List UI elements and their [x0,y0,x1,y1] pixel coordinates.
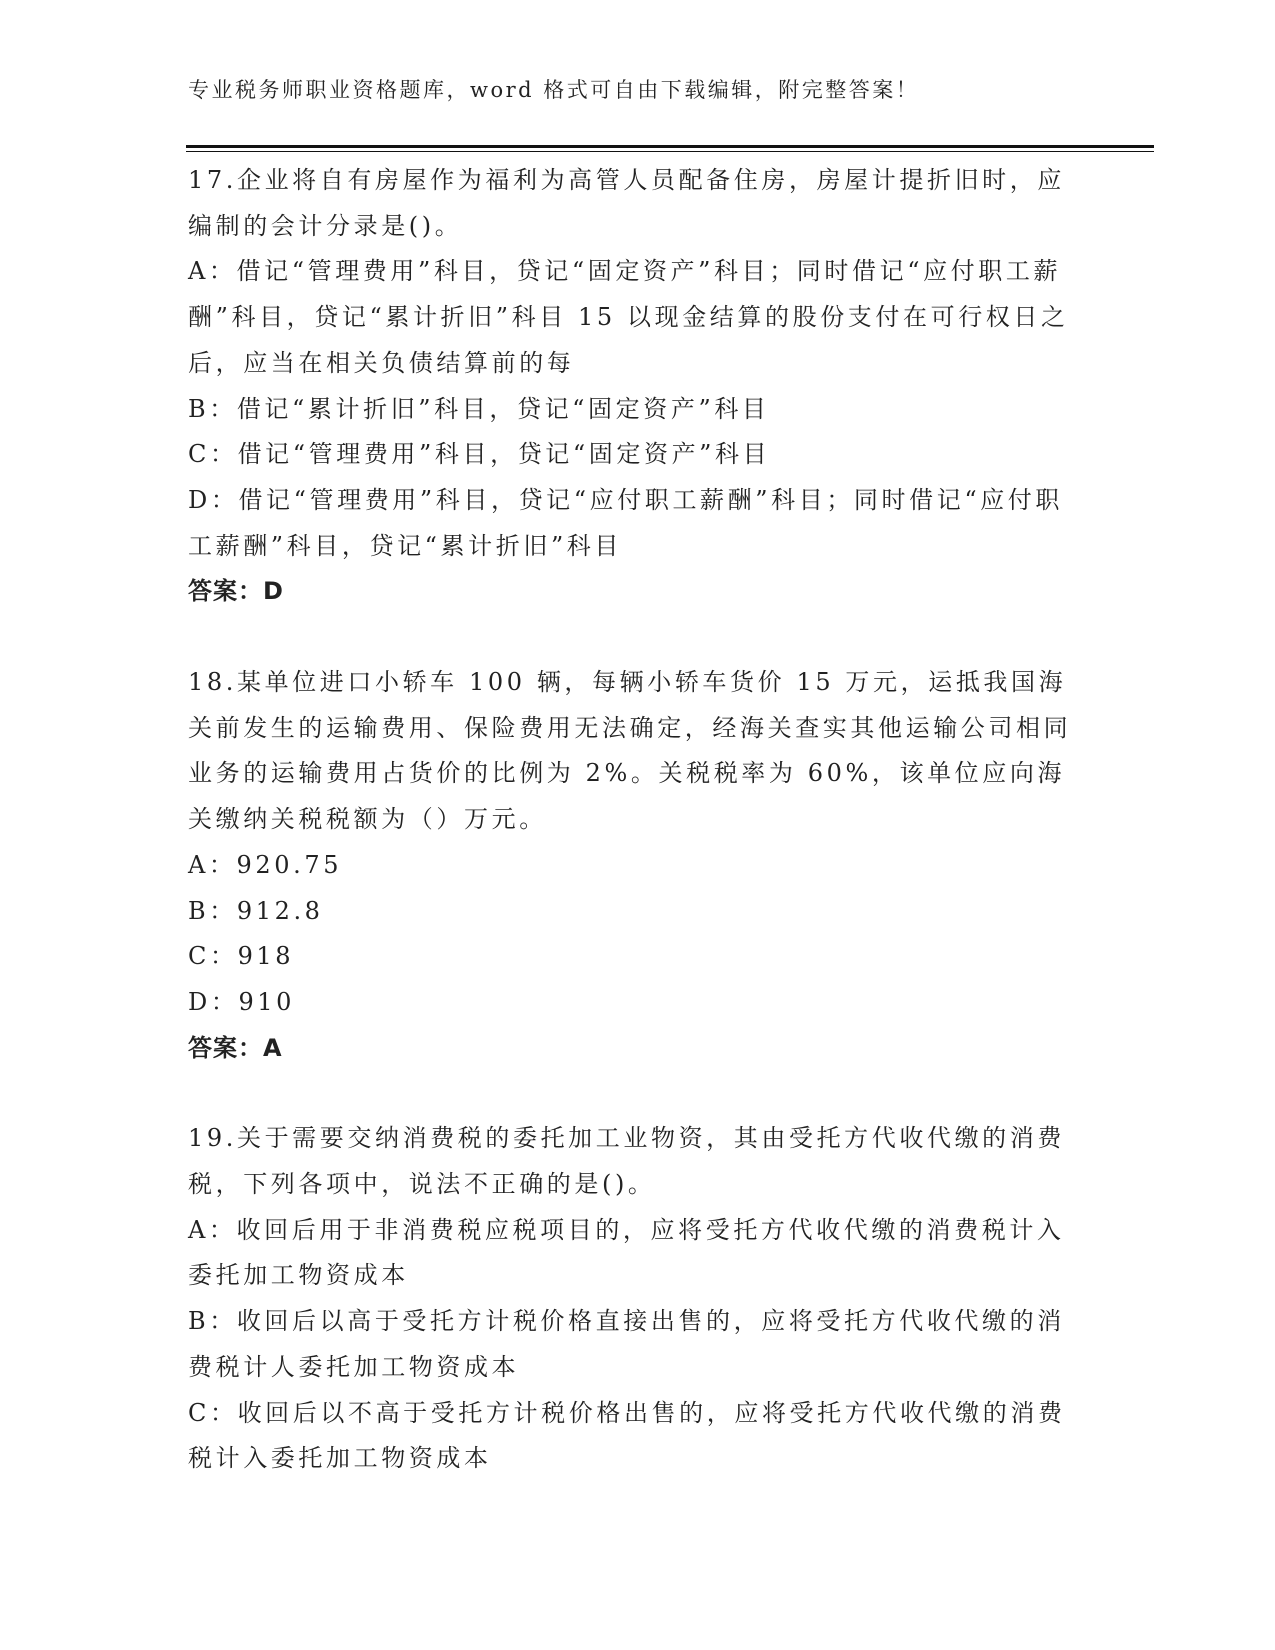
answer: 答案：A [188,1033,283,1062]
option-c: C：借记“管理费用”科目，贷记“固定资产”科目 [188,440,771,469]
option-d: D：借记“管理费用”科目，贷记“应付职工薪酬”科目；同时借记“应付职工薪酬”科目，贷记“累计折旧”科目 [188,485,1063,560]
question-stem: 17.企业将自有房屋作为福利为高管人员配备住房，房屋计提折旧时，应编制的会计分录是()。 [188,166,1065,240]
question-list [188,158,1088,1482]
option-b: B：收回后以高于受托方计税价格直接出售的，应将受托方代收代缴的消费税计人委托加工物资成本 [188,1307,1065,1381]
header-rule-thick [186,145,1154,148]
option-b: B：借记“累计折旧”科目，贷记“固定资产”科目 [188,394,770,423]
question-19 [188,1116,1088,1482]
header-rule-thin [186,151,1154,152]
question-stem: 18.某单位进口小轿车 100 辆，每辆小轿车货价 15 万元，运抵我国海关前发生的运输费用、保险费用无法确定，经海关查实其他运输公司相同业务的运输费用占货价的比例为 2%。关税税率为 60%，该单位应向海关缴纳关税税额为（）万元。 [188,668,1072,834]
option-c: C：918 [188,942,295,971]
question-18 [188,660,1088,1071]
option-a: A：借记“管理费用”科目，贷记“固定资产”科目；同时借记“应付职工薪酬”科目，贷记“累计折旧”科目 15 以现金结算的股份支付在可行权日之后，应当在相关负债结算前的每 [188,257,1069,377]
question-stem: 19.关于需要交纳消费税的委托加工业物资，其由受托方代收代缴的消费税，下列各项中，说法不正确的是()。 [188,1124,1065,1199]
question-17 [188,158,1088,615]
option-b: B：912.8 [188,896,324,925]
option-c: C：收回后以不高于受托方计税价格出售的，应将受托方代收代缴的消费税计入委托加工物资成本 [188,1398,1066,1473]
page-header: 专业税务师职业资格题库，word 格式可自由下载编辑，附完整答案！ [188,78,920,102]
option-a: A：920.75 [188,850,343,879]
option-a: A：收回后用于非消费税应税项目的，应将受托方代收代缴的消费税计入委托加工物资成本 [188,1215,1065,1290]
answer: 答案：D [188,577,284,606]
option-d: D：910 [188,987,296,1016]
